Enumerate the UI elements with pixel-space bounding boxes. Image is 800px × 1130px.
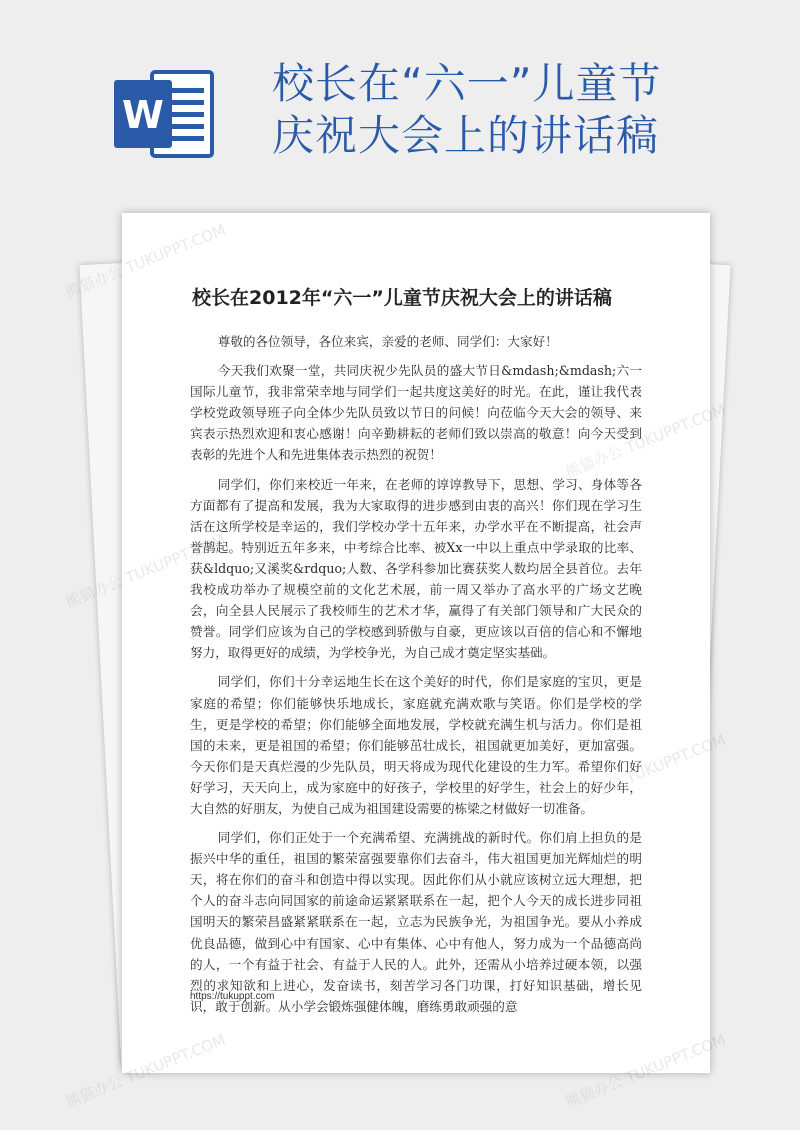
paragraph-greeting: 尊敬的各位领导，各位来宾，亲爱的老师、同学们：大家好！ (217, 334, 558, 349)
watermark-text: 熊猫办公 (63, 572, 126, 612)
paragraph: 今天我们欢聚一堂，共同庆祝少先队员的盛大节日&mdash;&mdash;六一国际儿童节，我非常荣幸地与同学们一起共度这美好的时光。在此，谨让我代表学校党政领导班子向全体少先队员致以节日的问候！向莅临今天大会的领导、来宾表示热烈欢迎和衷心感谢！向辛勤耕耘的老师们致以崇高的敬意！向今天受到表彰的先进个人和先进集体表示热烈的祝贺！ (190, 363, 642, 463)
document-page (122, 213, 710, 1073)
word-document-icon (112, 62, 216, 166)
footer-url[interactable]: https://tukuppt.com (190, 991, 275, 1002)
document-body (190, 331, 642, 1025)
logo-letter: W (122, 93, 164, 137)
page-header (0, 0, 800, 215)
paragraph: 同学们，你们正处于一个充满希望、充满挑战的新时代。你们肩上担负的是振兴中华的重任，祖国的繁荣富强要靠你们去奋斗，伟大祖国更加光辉灿烂的明天，将在你们的奋斗和创造中得以实现。因此你们从小就应该树立远大理想，把个人的奋斗志向同国家的前途命运紧紧联系在一起，把个人今天的成长进步同祖国明天的繁荣昌盛紧紧联系在一起，立志为民族争光，为祖国争光。要从小养成优良品德，做到心中有国家、心中有集体、心中有他人，努力成为一个品德高尚的人，一个有益于社会、有益于人民的人。此外，还需从小培养过硬本领，以强烈的求知欲和上进心，发奋读书，刻苦学习各门功课，打好知识基础，增长见识，敢于创新。从小学会锻炼强健体魄，磨练勇敢顽强的意 (190, 830, 642, 1014)
main-title-line-1: 校长在“六一”儿童节 (272, 59, 662, 108)
watermark-text: 熊猫办公 (563, 1072, 626, 1112)
paragraph: 同学们，你们十分幸运地生长在这个美好的时代，你们是家庭的宝贝，更是家庭的希望；你们能够快乐地成长，家庭就充满欢歌与笑语。你们是学校的学生，更是学校的希望；你们能够全面地发展，学校就充满生机与活力。你们是祖国的未来，更是祖国的希望；你们能够茁壮成长，祖国就更加美好，更加富强。今天你们是天真烂漫的少先队员，明天将成为现代化建设的生力军。希望你们好好学习，天天向上，成为家庭中的好孩子，学校里的好学生，社会上的好少年，大自然的好朋友，为使自己成为祖国建设需要的栋梁之材做好一切准备。 (190, 674, 642, 816)
paragraph: 同学们，你们来校近一年来，在老师的谆谆教导下，思想、学习、身体等各方面都有了提高和发展，我为大家取得的进步感到由衷的高兴！你们现在学习生活在这所学校是幸运的，我们学校办学十五年来，办学水平在不断提高，社会声誉鹊起。特别近五年多来，中考综合比率、被Xx一中以上重点中学录取的比率、获&ldquo;又溪奖&rdquo;人数、各学科参加比赛获奖人数均居全县首位。去年我校成功举办了规模空前的文化艺术展，前一周又举办了高水平的广场文艺晚会，向全县人民展示了我校师生的艺术才华，赢得了有关部门领导和广大民众的赞誉。同学们应该为自己的学校感到骄傲与自豪，更应该以百倍的信心和不懈地努力，取得更好的成绩，为学校争光，为自己成才奠定坚实基础。 (190, 476, 642, 661)
main-title (272, 58, 772, 162)
document-title: 校长在2012年“六一”儿童节庆祝大会上的讲话稿 (192, 287, 612, 309)
watermark-text: 熊猫办公 (63, 1072, 126, 1112)
main-title-line-2: 庆祝大会上的讲话稿 (272, 111, 660, 160)
